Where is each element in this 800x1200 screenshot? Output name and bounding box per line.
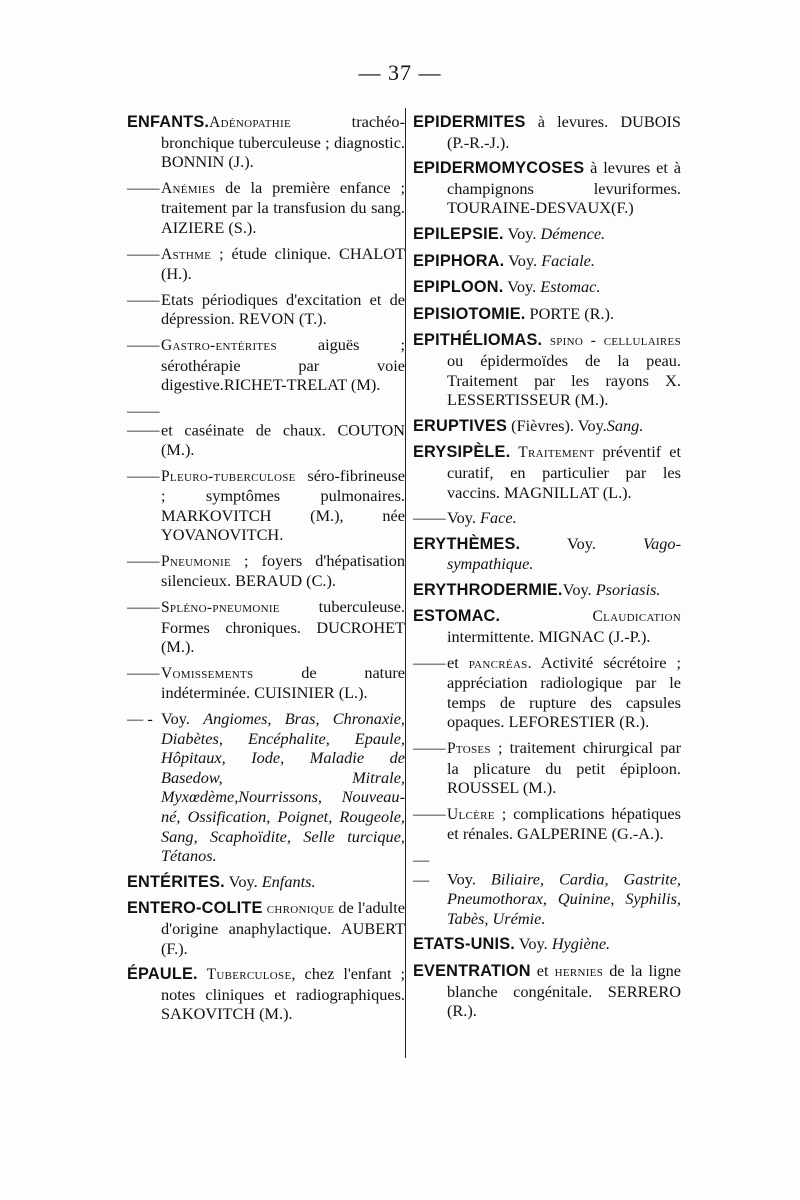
index-subentry [127, 401, 405, 460]
entry-text: Voy. [447, 869, 491, 889]
entry-headword: EVENTRATION [413, 961, 531, 980]
entry-headword: ENFANTS. [127, 113, 210, 131]
entry-text: de nature indéterminée. CUISINIER (L.). [161, 662, 405, 703]
entry-dash: —— [413, 738, 446, 758]
entry-text: Voy. [447, 508, 481, 528]
entry-dash: —— [127, 334, 160, 354]
entry-cross-reference: Face. [480, 508, 517, 528]
entry-subject: Traitement [510, 444, 595, 462]
entry-headword: ESTOMAC. [413, 607, 501, 626]
entry-text: (Fièvres). Voy. [507, 415, 607, 435]
entry-headword: ETATS-UNIS. [413, 935, 515, 954]
entry-headword: EPISIOTOMIE. [413, 304, 526, 323]
entry-text: préventif et curatif, en particulier par les vaccins. MAGNILLAT (L.). [447, 442, 681, 502]
entry-text: Voy. [562, 579, 596, 599]
index-entry [413, 934, 681, 955]
entry-cross-reference: Démence. [540, 223, 606, 243]
entry-subject: Adénopathie [209, 114, 292, 131]
index-subentry [127, 597, 405, 657]
entry-headword: EPIPLOON. [413, 278, 504, 297]
index-entry [413, 534, 681, 574]
entry-headword: ENTÉRITES. [127, 872, 225, 891]
entry-text: à levures. DUBOIS (P.-R.-J.). [447, 112, 681, 152]
entry-cross-reference: Hygiène. [551, 934, 611, 954]
entry-text: ou épidermoïdes de la peau. Traitement par les rayons X. LESSERTISSEUR (M.). [447, 350, 681, 410]
entry-subject: Asthme [161, 245, 212, 263]
index-entry [413, 580, 681, 601]
entry-subject: pancréas [468, 654, 528, 672]
entry-headword: EPILEPSIE. [413, 224, 504, 243]
entry-text: de l'adulte d'origine anaphylactique. AUBERT (F.). [161, 898, 406, 958]
entry-subject: hernies [554, 962, 604, 980]
left-column [127, 112, 405, 1030]
index-entry [127, 964, 405, 1024]
entry-headword: EPIDERMOMYCOSES [413, 159, 585, 178]
entry-text: ; traitement chirurgical par la plicature du petit épiploon. ROUSSEL (M.). [447, 738, 681, 798]
index-subentry [413, 850, 681, 928]
entry-text: de la première enfance ; traitement par la transfusion du sang. AIZIERE (S.). [161, 177, 405, 237]
entry-subject: Ulcère [447, 805, 495, 823]
right-column [413, 112, 681, 1027]
entry-cross-reference: Enfants. [261, 871, 316, 891]
entry-headword: EPIPHORA. [413, 251, 505, 270]
entry-subject: spino - cellulaires [542, 332, 681, 350]
entry-text: Voy. [515, 934, 552, 954]
index-subentry [127, 466, 405, 545]
index-subentry [413, 508, 681, 528]
entry-text: ; foyers d'hépatisation silencieux. BERAUD (C.). [161, 550, 405, 591]
entry-subject: Spléno-pneumonie [161, 599, 280, 617]
column-divider [405, 108, 406, 1058]
entry-dash: —— [127, 550, 160, 570]
index-subentry [413, 653, 681, 732]
entry-text: Voy. [504, 250, 542, 270]
entry-subject: Vomissements [161, 664, 254, 682]
index-entry [413, 224, 681, 245]
entry-text: Voy. [224, 871, 262, 891]
entry-headword: ÉPAULE. [127, 965, 198, 984]
index-subentry [127, 551, 405, 591]
entry-dash: —— [413, 652, 446, 672]
entry-dash: —— [413, 508, 446, 528]
entry-subject: Claudication [500, 608, 681, 626]
entry-subject: chronique [262, 900, 335, 918]
index-entry [127, 898, 405, 958]
index-entry [413, 251, 681, 272]
entry-headword: ERYTHRODERMIE. [413, 580, 563, 599]
entry-text: PORTE (R.). [525, 303, 615, 323]
entry-text: intermittente. MIGNAC (J.-P.). [447, 627, 651, 647]
index-entry [127, 872, 405, 893]
index-entry [413, 330, 681, 409]
entry-subject: Ptoses [447, 740, 491, 758]
entry-cross-reference: Psoriasis. [595, 579, 661, 599]
entry-subject: Pleuro-tuberculose [161, 467, 296, 485]
entry-cross-reference: Estomac. [540, 277, 601, 297]
entry-headword: EPITHÉLIOMAS. [413, 331, 543, 350]
entry-subject: Pneumonie [161, 552, 231, 570]
entry-text: de la ligne blanche congénitale. SERRERO (R.). [447, 960, 681, 1021]
entry-text: Voy. [161, 709, 204, 729]
entry-text: tuberculeuse. Formes chroniques. DUCROHET (M.). [161, 597, 405, 657]
entry-dash: —— [127, 662, 160, 682]
page-number: — 37 — [358, 60, 442, 85]
index-subentry [127, 709, 405, 866]
index-entry [413, 304, 681, 325]
index-subentry [413, 804, 681, 844]
entry-text: à levures et à champignons levuriformes. TOURAINE-DESVAUX(F.) [447, 158, 681, 218]
index-entry [413, 961, 681, 1021]
entry-text: ; complications hépatiques et rénales. GALPERINE (G.-A.). [447, 803, 681, 844]
entry-cross-reference: Faciale. [541, 250, 595, 270]
entry-cross-reference: Sang. [606, 415, 644, 435]
index-entry [413, 606, 681, 646]
entry-headword: ERYTHÈMES. [413, 534, 521, 553]
index-subentry [127, 290, 405, 329]
index-entry [127, 112, 405, 172]
entry-cross-reference: Biliaire, Cardia, Gastrite, Pneumothorax, Quinine, Syphilis, Tabès, Urémie. [447, 869, 681, 928]
entry-text: . Activité sécrétoire ; appréciation radiologique par le temps de rupture des capsules opaques. LEFORESTIER (R.). [447, 652, 681, 732]
entry-headword: ERUPTIVES [413, 416, 508, 435]
entry-text: Voy. [503, 277, 541, 297]
entry-dash: —— —— [127, 400, 160, 440]
entry-text: et [530, 960, 555, 980]
entry-text: ; étude clinique. CHALOT (H.). [161, 243, 405, 284]
index-subentry [127, 663, 405, 703]
entry-dash: —— [127, 465, 160, 485]
entry-text: trachéo-bronchique tuberculeuse ; diagnostic. BONNIN (J.). [161, 112, 405, 172]
entry-subject: Tuberculose [197, 966, 292, 984]
entry-dash: — - [127, 709, 153, 729]
index-entry [413, 442, 681, 502]
entry-text: Etats périodiques d'excitation et de dépression. REVON (T.). [161, 289, 405, 329]
entry-dash: —— [127, 243, 160, 263]
index-entry [413, 112, 681, 152]
entry-headword: EPIDERMITES [413, 113, 526, 131]
entry-text: Voy. [520, 533, 644, 553]
entry-text: séro-fibrineuse ; symptômes pulmonaires. MARKOVITCH (M.), née YOVANOVITCH. [161, 465, 405, 545]
index-subentry [413, 738, 681, 798]
entry-text: et caséinate de chaux. COUTON (M.). [161, 420, 405, 459]
entry-headword: ERYSIPÈLE. [413, 443, 511, 462]
entry-text: , chez l'enfant ; notes cliniques et radiographiques. SAKOVITCH (M.). [161, 964, 405, 1024]
entry-subject: Gastro-entérites [161, 336, 277, 354]
entry-dash: —— [127, 177, 160, 197]
entry-text: Voy. [503, 223, 541, 243]
index-subentry [127, 178, 405, 238]
index-entry [413, 158, 681, 218]
entry-subject: Anémies [161, 179, 216, 197]
entry-cross-reference: Vago-sympathique. [447, 533, 681, 574]
index-entry [413, 277, 681, 298]
entry-cross-reference: Angiomes, Bras, Chronaxie, Diabètes, Encéphalite, Epaule, Hôpitaux, Iode, Maladie de Basedow, Mitrale, Myxœdème,Nourrissons, Nouveau-né, Ossification, Poignet, Rougeole, Sang, Scaphoïdite, Selle turcique, Tétanos. [161, 709, 405, 866]
entry-text: aiguës ; sérothérapie par voie digestive.RICHET-TRELAT (M). [161, 334, 405, 395]
entry-headword: ENTERO-COLITE [127, 899, 263, 918]
index-subentry [127, 335, 405, 395]
entry-dash: —— [413, 803, 446, 823]
entry-text: et [447, 652, 469, 672]
entry-dash: — — [413, 850, 430, 889]
entry-dash: —— [127, 289, 160, 309]
index-subentry [127, 244, 405, 284]
entry-dash: —— [127, 597, 160, 617]
index-entry [413, 416, 681, 437]
